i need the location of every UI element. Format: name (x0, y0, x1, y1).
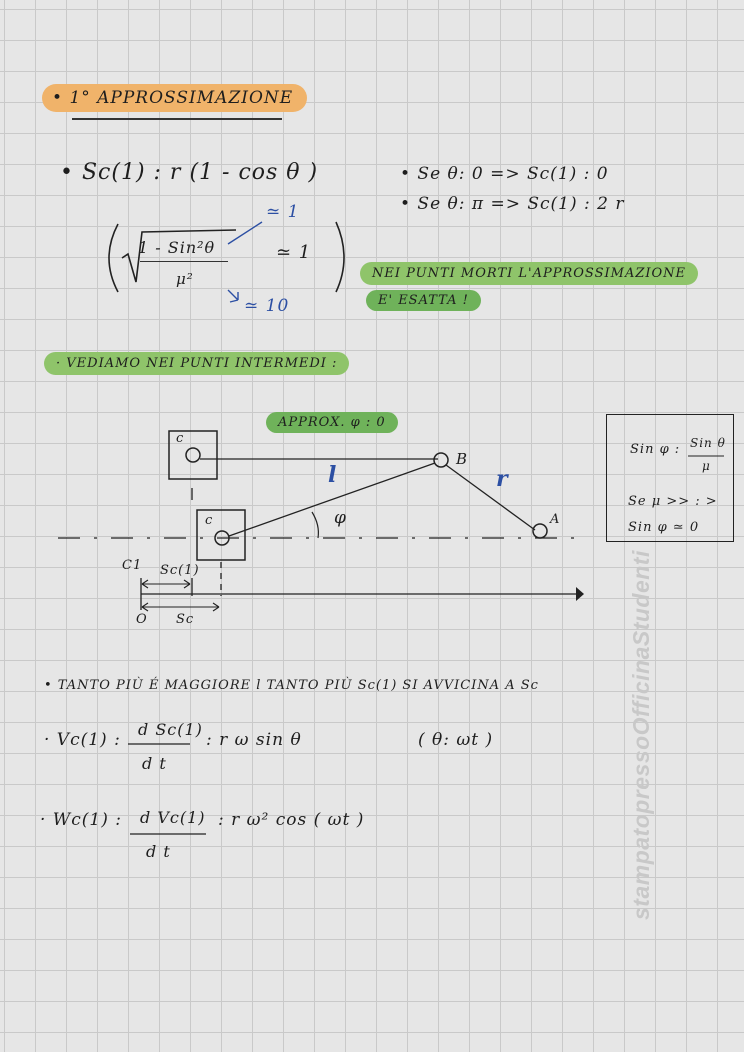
label-a: A (550, 512, 561, 527)
joint-a (533, 524, 547, 538)
phi-arc-icon (312, 512, 318, 538)
sidebox-frac-num: Sin θ (690, 436, 726, 450)
arrow-to-approx-ten-icon (228, 290, 238, 302)
sqrt-approx: ≃ 1 (276, 242, 312, 263)
label-sc: Sc (176, 612, 195, 627)
label-c-top: c (176, 431, 185, 446)
vc-rhs: : r ω sin θ (206, 730, 302, 750)
wc-frac-num: d Vc(1) (140, 808, 206, 827)
note-approx-one: ≃ 1 (266, 202, 300, 222)
heading-text: 1° APPROSSIMAZIONE (69, 88, 294, 108)
left-paren-icon (109, 224, 118, 292)
note-approx-ten: ≃ 10 (244, 296, 290, 316)
sqrt-numerator: 1 - Sin²θ (138, 238, 216, 257)
slider-top-pin (186, 448, 200, 462)
formula-sc1-lhs: • Sc(1) (60, 160, 146, 185)
sqrt-icon (122, 230, 236, 282)
label-phi: φ (334, 508, 347, 528)
label-origin: O (136, 612, 148, 627)
watermark: stampatopressoOfficinaStudenti (628, 550, 654, 920)
case-theta-zero: • Se θ: 0 => Sc(1) : 0 (400, 164, 609, 184)
case-theta-pi: • Se θ: π => Sc(1) : 2 r (400, 194, 625, 214)
label-sc1: Sc(1) (160, 563, 200, 578)
formula-sc1-rhs: : r (1 - cos θ ) (153, 160, 319, 185)
dead-points-note-line2: E' ESATTA ! (366, 290, 481, 311)
sidebox-frac-den: μ (702, 459, 711, 473)
sidebox-mu-large: Se μ >> : > (628, 494, 718, 509)
label-b: B (456, 450, 469, 468)
label-c1: C1 (122, 558, 143, 573)
sidebox-sin-phi-zero: Sin φ ≃ 0 (628, 520, 700, 535)
label-rod-l: l (328, 462, 338, 488)
vc-lhs: · Vc(1) : (44, 730, 121, 750)
right-paren-icon (336, 222, 344, 292)
vc-frac-num: d Sc(1) (138, 720, 203, 739)
arrow-to-approx-one-icon (228, 222, 262, 244)
crank-r (446, 465, 535, 530)
label-c: c (205, 513, 214, 528)
vc-theta-note: ( θ: ωt ) (418, 730, 494, 750)
heading-bullet: • (52, 88, 64, 108)
x-axis-arrow-icon (576, 587, 584, 601)
dead-points-note-line1: NEI PUNTI MORTI L'APPROSSIMAZIONE (360, 262, 698, 285)
wc-frac-den: d t (146, 842, 171, 861)
vc-frac-den: d t (142, 754, 167, 773)
label-crank-r: r (496, 466, 509, 492)
joint-b (434, 453, 448, 467)
wc-lhs: · Wc(1) : (40, 810, 123, 830)
wc-rhs: : r ω² cos ( ωt ) (218, 810, 365, 830)
sidebox-sin-phi: Sin φ : (630, 442, 681, 457)
approx-phi-label: APPROX. φ : 0 (266, 412, 398, 433)
intermediate-points-note: · VEDIAMO NEI PUNTI INTERMEDI : (44, 352, 349, 375)
statement-tanto: • TANTO PIÙ É MAGGIORE l TANTO PIÙ Sc(1) SI AVVICINA A Sc (44, 678, 539, 693)
sqrt-denominator: μ² (176, 270, 194, 288)
